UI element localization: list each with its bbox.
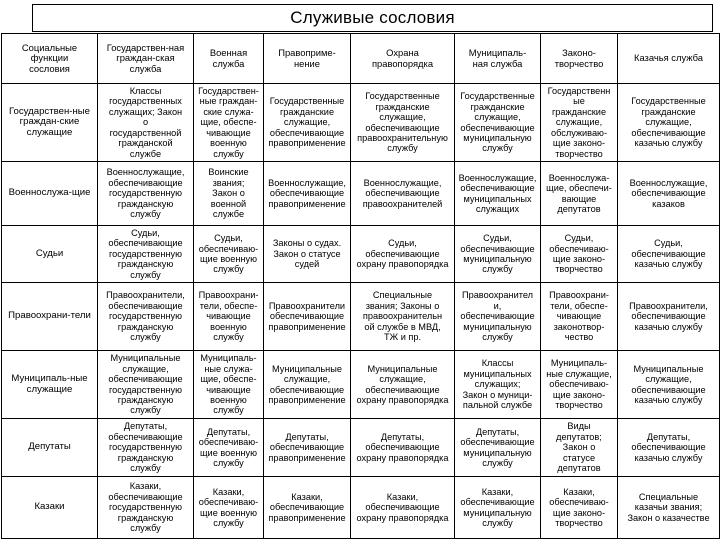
table-cell: Специальные звания; Законы о правоохранительн ой службе в МВД, ТЖ и пр. xyxy=(351,283,455,351)
table-cell: Классы муниципальных служащих; Закон о муници- пальной службе xyxy=(455,351,541,419)
table-cell: Депутаты, обеспечивающие муниципальную службу xyxy=(455,419,541,477)
table-cell: Правоохранител и, обеспечивающие муниципальную службу xyxy=(455,283,541,351)
table-cell: Муниципаль- ные служащие, обеспечиваю- щие законо- творчество xyxy=(541,351,618,419)
table-cell: Муниципальные служащие, обеспечивающие охрану правопорядка xyxy=(351,351,455,419)
table-row xyxy=(2,162,720,226)
table-cell: Казаки, обеспечивающие охрану правопорядка xyxy=(351,477,455,539)
table-cell: Виды депутатов; Закон о статусе депутатов xyxy=(541,419,618,477)
table-cell: Классы государственных служащих; Закон о государственной гражданской службе xyxy=(98,84,194,162)
page-title: Служивые сословия xyxy=(32,4,713,32)
table-cell: Государствен- ные граждан- ские служа- щие, обеспе- чивающие военную службу xyxy=(194,84,264,162)
table-cell: Судьи, обеспечиваю- щие военную службу xyxy=(194,226,264,283)
table-row xyxy=(2,84,720,162)
estates-table xyxy=(1,33,720,539)
row-header-cell: Военнослужа-щие xyxy=(2,162,98,226)
table-cell: Судьи, обеспечивающие охрану правопорядка xyxy=(351,226,455,283)
row-header-cell: Депутаты xyxy=(2,419,98,477)
table-cell: Муниципаль- ные служа- щие, обеспе- чивающие военную службу xyxy=(194,351,264,419)
header-cell: Военная служба xyxy=(194,34,264,84)
table-cell: Судьи, обеспечивающие казачью службу xyxy=(618,226,720,283)
table-cell: Военнослужащие, обеспечивающие правоохранителей xyxy=(351,162,455,226)
row-header-cell: Судьи xyxy=(2,226,98,283)
table-cell: Казаки, обеспечивающие правоприменение xyxy=(264,477,351,539)
row-header-cell: Государствен-ные граждан-ские служащие xyxy=(2,84,98,162)
table-cell: Правоохрани- тели, обеспе- чивающие законотвор- чество xyxy=(541,283,618,351)
table-cell: Казаки, обеспечивающие муниципальную службу xyxy=(455,477,541,539)
table-cell: Муниципальные служащие, обеспечивающие государственную гражданскую службу xyxy=(98,351,194,419)
table-cell: Депутаты, обеспечивающие государственную гражданскую службу xyxy=(98,419,194,477)
table-cell: Судьи, обеспечиваю- щие законо- творчество xyxy=(541,226,618,283)
table-cell: Муниципальные служащие, обеспечивающие казачью службу xyxy=(618,351,720,419)
row-header-cell: Правоохрани-тели xyxy=(2,283,98,351)
table-cell: Государственные гражданские служащие, обеспечивающие казачью службу xyxy=(618,84,720,162)
table-cell: Военнослужащие, обеспечивающие муниципальных служащих xyxy=(455,162,541,226)
table-cell: Государственные гражданские служащие, обеспечивающие правоохранительную службу xyxy=(351,84,455,162)
table-cell: Депутаты, обеспечивающие казачью службу xyxy=(618,419,720,477)
table-cell: Государственные гражданские служащие, обеспечивающие правоприменение xyxy=(264,84,351,162)
header-cell: Государствен-ная граждан-ская служба xyxy=(98,34,194,84)
table-row xyxy=(2,226,720,283)
table-cell: Казаки, обеспечиваю- щие военную службу xyxy=(194,477,264,539)
table-cell: Военнослужащие, обеспечивающие правоприменение xyxy=(264,162,351,226)
table-cell: Правоохрани- тели, обеспе- чивающие военную службу xyxy=(194,283,264,351)
table-cell: Правоохранители обеспечивающие правоприменение xyxy=(264,283,351,351)
table-cell: Правоохранители, обеспечивающие казачью службу xyxy=(618,283,720,351)
table-cell: Военнослужащие, обеспечивающие государственную гражданскую службу xyxy=(98,162,194,226)
header-cell: Правоприме- нение xyxy=(264,34,351,84)
row-header-cell: Муниципаль-ные служащие xyxy=(2,351,98,419)
table-cell: Государственные гражданские служащие, обеспечивающие муниципальную службу xyxy=(455,84,541,162)
header-cell: Охрана правопорядка xyxy=(351,34,455,84)
header-row xyxy=(2,34,720,84)
table-row xyxy=(2,419,720,477)
table-row xyxy=(2,283,720,351)
table-cell: Депутаты, обеспечиваю- щие военную службу xyxy=(194,419,264,477)
table-cell: Специальные казачьи звания; Закон о казачестве xyxy=(618,477,720,539)
table-cell: Правоохранители, обеспечивающие государственную гражданскую службу xyxy=(98,283,194,351)
table-row xyxy=(2,477,720,539)
table-cell: Депутаты, обеспечивающие правоприменение xyxy=(264,419,351,477)
table-cell: Казаки, обеспечивающие государственную гражданскую службу xyxy=(98,477,194,539)
header-cell: Казачья служба xyxy=(618,34,720,84)
header-cell: Законо- творчество xyxy=(541,34,618,84)
table-cell: Воинские звания; Закон о военной службе xyxy=(194,162,264,226)
table-cell: Казаки, обеспечиваю- щие законо- творчество xyxy=(541,477,618,539)
table-cell: Судьи, обеспечивающие государственную гражданскую службу xyxy=(98,226,194,283)
table-cell: Судьи, обеспечивающие муниципальную службу xyxy=(455,226,541,283)
header-cell: Социальные функции сословия xyxy=(2,34,98,84)
header-cell: Муниципаль- ная служба xyxy=(455,34,541,84)
table-cell: Военнослужа- щие, обеспечи- вающие депутатов xyxy=(541,162,618,226)
table-cell: Военнослужащие, обеспечивающие казаков xyxy=(618,162,720,226)
row-header-cell: Казаки xyxy=(2,477,98,539)
table-cell: Законы о судах. Закон о статусе судей xyxy=(264,226,351,283)
table-cell: Муниципальные служащие, обеспечивающие правоприменение xyxy=(264,351,351,419)
table-row xyxy=(2,351,720,419)
table-cell: Депутаты, обеспечивающие охрану правопорядка xyxy=(351,419,455,477)
table-cell: Государственн ые гражданские служащие, обслуживаю- щие законо- творчество xyxy=(541,84,618,162)
